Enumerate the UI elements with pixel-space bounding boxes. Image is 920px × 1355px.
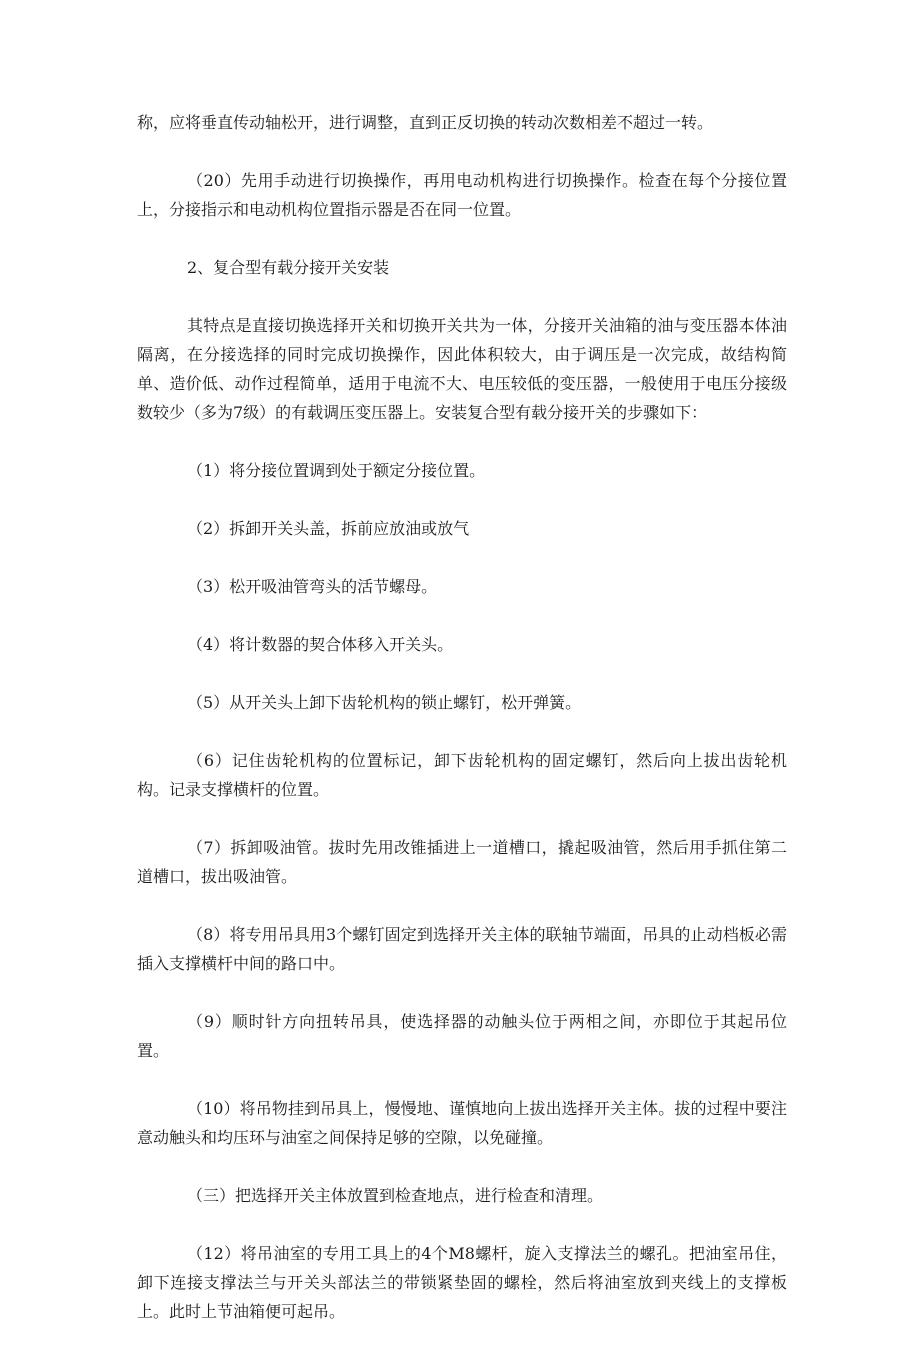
paragraph-continuation: 称，应将垂直传动轴松开，进行调整，直到正反切换的转动次数相差不超过一转。 xyxy=(137,113,714,132)
paragraph-step-2: （2）拆卸开关头盖，拆前应放油或放气 xyxy=(187,519,470,538)
section-heading: 2、复合型有载分接开关安装 xyxy=(187,258,390,277)
paragraph-intro: 其特点是直接切换选择开关和切换开关共为一体，分接开关油箱的油与变压器本体油隔离，在分接选择的同时完成切换操作，因此体积较大，由于调压是一次完成，故结构简单、造价低、动作过程简单，适用于电流不大、电压较低的变压器，一般使用于电压分接级数较少（多为7级）的有载调压变压器上。安装复合型有载分接开关的步骤如下： xyxy=(137,316,787,422)
paragraph-step-10: （10）将吊物挂到吊具上，慢慢地、谨慎地向上拔出选择开关主体。拔的过程中要注意动触头和均压环与油室之间保持足够的空隙，以免碰撞。 xyxy=(137,1099,787,1147)
paragraph-step-6: （6）记住齿轮机构的位置标记，卸下齿轮机构的固定螺钉，然后向上拔出齿轮机构。记录支撑横杆的位置。 xyxy=(137,751,787,799)
paragraph-step-4: （4）将计数器的契合体移入开关头。 xyxy=(187,635,454,654)
paragraph-step-3: （3）松开吸油管弯头的活节螺母。 xyxy=(187,577,438,596)
document-body xyxy=(137,108,787,1355)
paragraph-step-8: （8）将专用吊具用3个螺钉固定到选择开关主体的联轴节端面，吊具的止动档板必需插入支撑横杆中间的路口中。 xyxy=(137,925,787,973)
paragraph-step-9: （9）顺时针方向扭转吊具，使选择器的动触头位于两相之间，亦即位于其起吊位置。 xyxy=(137,1012,787,1060)
paragraph-step-1: （1）将分接位置调到处于额定分接位置。 xyxy=(187,461,486,480)
paragraph-step-20: （20）先用手动进行切换操作，再用电动机构进行切换操作。检查在每个分接位置上，分接指示和电动机构位置指示器是否在同一位置。 xyxy=(137,171,787,219)
paragraph-step-5: （5）从开关头上卸下齿轮机构的锁止螺钉，松开弹簧。 xyxy=(187,693,582,712)
paragraph-step-11: （三）把选择开关主体放置到检查地点，进行检查和清理。 xyxy=(187,1186,604,1205)
paragraph-step-7: （7）拆卸吸油管。拔时先用改锥插进上一道槽口，撬起吸油管，然后用手抓住第二道槽口，拔出吸油管。 xyxy=(137,838,787,886)
paragraph-step-12: （12）将吊油室的专用工具上的4个M8螺杆，旋入支撑法兰的螺孔。把油室吊住，卸下连接支撑法兰与开关头部法兰的带锁紧垫固的螺栓，然后将油室放到夹线上的支撑板上。此时上节油箱便可起吊。 xyxy=(137,1244,787,1321)
